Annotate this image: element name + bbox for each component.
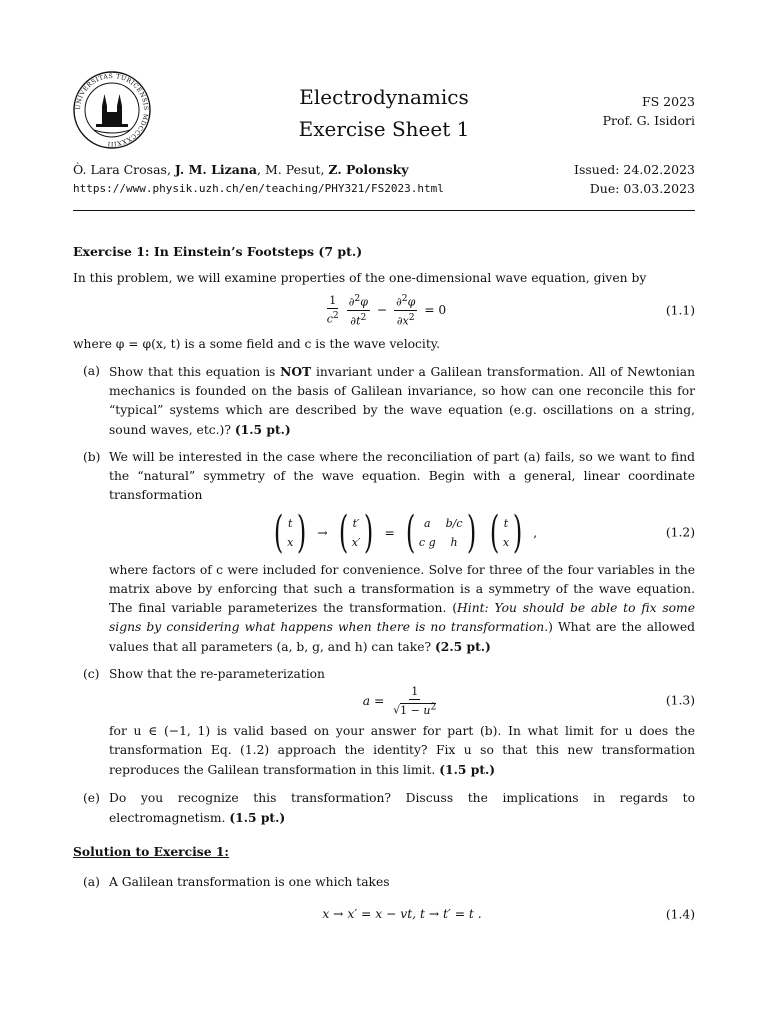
authors <box>73 160 444 179</box>
header-rule <box>73 210 695 211</box>
exercise-intro: In this problem, we will examine properties of the one-dimensional wave equation, given by <box>73 271 647 286</box>
part-b-after-1: where factors of c were included for convenience. Solve for three of the four variables in the matrix above by enforcing that such a transformation is a symmetry of the wave equation. The final variable parameterizes the transformation. ( <box>109 563 695 616</box>
frac-gamma: $\frac{1}{√1 - u^2}$ <box>393 685 437 717</box>
authors-row <box>73 160 695 198</box>
part-a <box>73 362 695 440</box>
part-c-points: (1.5 pt.) <box>439 762 496 778</box>
header-right <box>603 92 695 130</box>
semester: FS 2023 <box>641 94 695 109</box>
dates-block <box>574 160 695 198</box>
frac-d2phi-dx2: $\frac{\partial^2\varphi}{\partial x^2}$ <box>396 293 416 328</box>
vector-tx: ( t x ) <box>273 507 307 559</box>
part-e-points: (1.5 pt.) <box>229 809 286 825</box>
solution-part-a <box>73 873 695 938</box>
part-label: (a) <box>83 363 100 378</box>
equation-1-2: ( t x ) → ( t′ x′ ) = ( a b/c c g h ) ( t x ) , (1.2) <box>109 511 695 555</box>
frac-d2phi-dt2: $\frac{\partial^2\varphi}{\partial t^2}$ <box>348 293 368 328</box>
part-body <box>109 789 695 828</box>
equation-1-4 <box>109 898 695 932</box>
author-4: Z. Polonsky <box>328 162 409 177</box>
part-body <box>109 448 695 657</box>
seal-text: UNIVERSITAS TURICENSIS MDCCCXXXIII <box>74 72 150 148</box>
galilean-eq: x → x′ = x − vt, t → t′ = t . <box>322 907 482 922</box>
part-b-text: We will be interested in the case where the reconciliation of part (a) fails, so we want to find the “natural” symmetry of the wave equation. Begin with a general, linear coordinate transformation <box>109 449 695 503</box>
solution-a-text: A Galilean transformation is one which takes <box>109 874 390 889</box>
course-url[interactable]: https://www.physik.uzh.ch/en/teaching/PHY321/FS2023.html <box>73 182 444 195</box>
equation-number: (1.2) <box>665 525 695 540</box>
part-b <box>73 448 695 657</box>
vector-tx-rhs: ( t x ) <box>489 507 523 559</box>
author-3: , M. Pesut, <box>257 162 329 177</box>
part-a-points: (1.5 pt.) <box>234 421 291 437</box>
part-c-after: for u ∈ (−1, 1) is valid based on your answer for part (b). In what limit for u does the transformation Eq. (1.2) approach the identity? Fix u so that this new transformation reproduces the Galilean transformation in this limit. <box>109 724 695 778</box>
part-e-text: Do you recognize this transformation? Discuss the implications in regards to electromagnetism. <box>109 790 695 825</box>
author-2: J. M. Lizana <box>174 162 258 177</box>
equation-number: (1.4) <box>665 907 695 922</box>
part-body <box>109 362 695 440</box>
part-b-after-2: ) What are the allowed values that all parameters (a, b, g, and h) can take? <box>109 620 695 655</box>
part-e <box>73 789 695 828</box>
part-body <box>109 873 695 938</box>
part-label: (c) <box>83 667 100 682</box>
equation-number: (1.3) <box>665 693 695 708</box>
part-b-hint: Hint: You should be able to fix some signs by considering what happens when there is no transformation. <box>109 601 695 635</box>
authors-block <box>73 160 444 198</box>
professor: Prof. G. Isidori <box>602 113 695 128</box>
part-a-text-1: Show that this equation is <box>109 364 281 379</box>
equation-1-3: a = $\frac{1}{√1 - u^2}$ (1.3) <box>362 685 695 717</box>
part-a-bold: NOT <box>280 363 312 379</box>
after-equation-1: where φ = φ(x, t) is a some field and c is the wave velocity. <box>73 336 441 351</box>
part-a-text-2: invariant under a Galilean transformation. All of Newtonian mechanics is founded on the basis of Galilean invariance, so how can one reconcile this for “typical” systems which are described by the wave equation (e.g. oscillations on a string, sound waves, etc.)? <box>109 364 696 437</box>
solution-title: Solution to Exercise 1: <box>73 843 229 859</box>
part-c-text: Show that the re-parameterization <box>109 667 325 682</box>
part-b-points: (2.5 pt.) <box>434 639 491 655</box>
vector-tx-prime: ( t′ x′ ) <box>338 507 374 559</box>
equation-number: (1.1) <box>665 303 695 318</box>
exercise-title: Exercise 1: In Einstein’s Footsteps (7 pt.) <box>73 244 363 259</box>
part-label: (a) <box>83 874 100 889</box>
part-label: (b) <box>83 449 101 464</box>
due-date: Due: 03.03.2023 <box>589 181 695 196</box>
course-title: Electrodynamics <box>299 85 469 109</box>
part-c <box>73 665 695 780</box>
part-body <box>109 665 695 780</box>
sheet-title: Exercise Sheet 1 <box>298 117 470 141</box>
frac-1-c2: $\frac{1}{c^2}$ <box>326 294 339 326</box>
part-label: (e) <box>83 790 100 805</box>
issued-date: Issued: 24.02.2023 <box>574 162 695 177</box>
equation-1-1: $\frac{1}{c^2}$ $\frac{\partial^2\varphi}{\partial t^2}$ − $\frac{\partial^2\varphi}{\partial x^2}$ = 0 (1.1) <box>326 293 695 328</box>
transform-matrix: ( a b/c c g h ) <box>405 507 476 559</box>
main-content <box>73 242 695 938</box>
author-1: Ò. Lara Crosas, <box>73 162 175 177</box>
